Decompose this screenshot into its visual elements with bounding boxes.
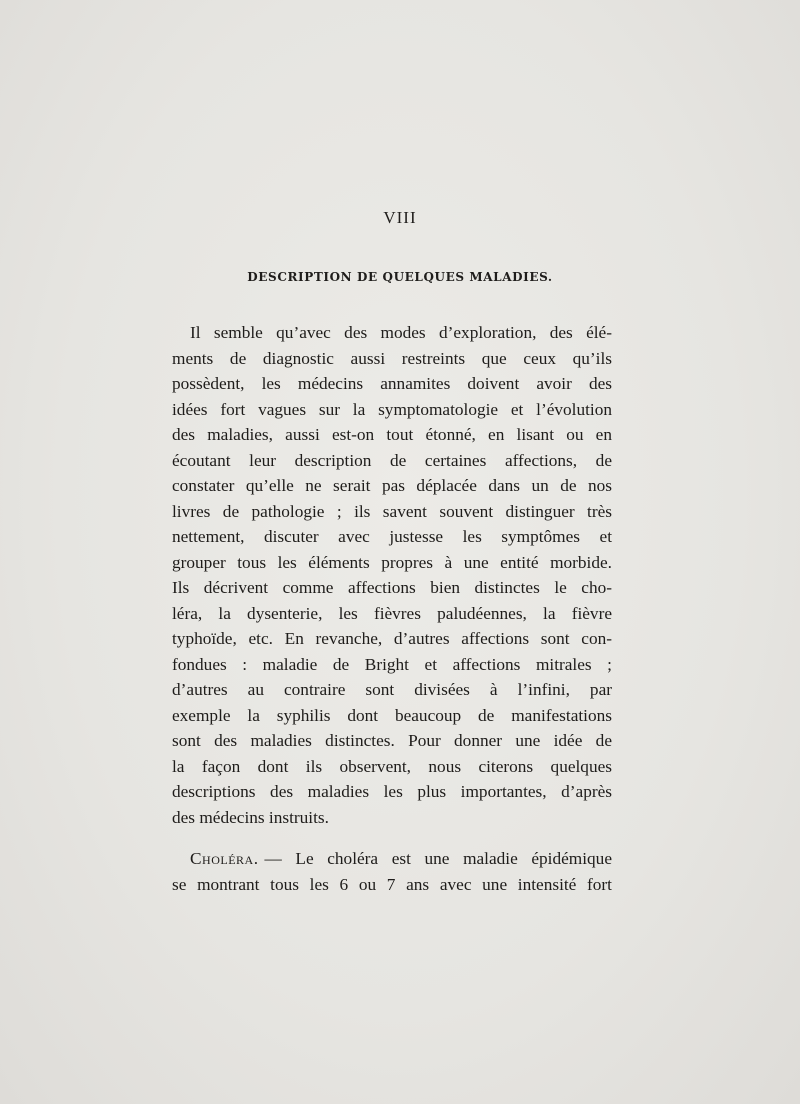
text-line: typhoïde, etc. En revanche, d’autres affections sont con- [172, 629, 612, 648]
text-line: d’autres au contraire sont divisées à l’infini, par [172, 680, 612, 699]
intro-paragraph [172, 320, 612, 830]
text-line: — Le choléra est une maladie épidémique [264, 849, 612, 868]
paragraph-gap [172, 830, 612, 846]
cholera-paragraph [172, 846, 612, 897]
text-line: Il semble qu’avec des modes d’exploration, des élé- [190, 323, 612, 342]
chapter-title: DESCRIPTION DE QUELQUES MALADIES. [247, 270, 553, 284]
text-line: fondues : maladie de Bright et affections mitrales ; [172, 654, 612, 674]
text-line: possèdent, les médecins annamites doivent avoir des [172, 374, 612, 393]
text-line: léra, la dysenterie, les fièvres paludéennes, la fièvre [172, 603, 612, 623]
text-line: exemple la syphilis dont beaucoup de manifestations [172, 705, 612, 725]
text-line: des maladies, aussi est-on tout étonné, en lisant ou en [172, 425, 612, 444]
bleed-through-text [150, 110, 670, 158]
text-line: constater qu’elle ne serait pas déplacée dans un de nos [172, 476, 612, 495]
text-line: grouper tous les éléments propres à une entité morbide. [172, 552, 612, 572]
text-line: sont des maladies distinctes. Pour donner une idée de [172, 731, 612, 750]
cholera-first-line [172, 846, 612, 872]
text-line: livres de pathologie ; ils savent souvent distinguer très [172, 501, 612, 521]
text-line: ments de diagnostic aussi restreints que ceux qu’ils [172, 348, 612, 368]
text-line: se montrant tous les 6 ou 7 ans avec une intensité fort [172, 874, 612, 894]
text-line: descriptions des maladies les plus importantes, d’après [172, 782, 612, 801]
text-line: idées fort vagues sur la symptomatologie et l’évolution [172, 399, 612, 419]
text-line: la façon dont ils observent, nous citerons quelques [172, 756, 612, 776]
chapter-number: VIII [383, 208, 417, 227]
text-line: nettement, discuter avec justesse les symptômes et [172, 527, 612, 546]
text-line: écoutant leur description de certaines affections, de [172, 450, 612, 470]
cholera-heading: Choléra. [190, 849, 259, 868]
text-line: Ils décrivent comme affections bien distinctes le cho- [172, 578, 612, 597]
text-line: des médecins instruits. [172, 807, 329, 827]
body-text [172, 320, 612, 897]
